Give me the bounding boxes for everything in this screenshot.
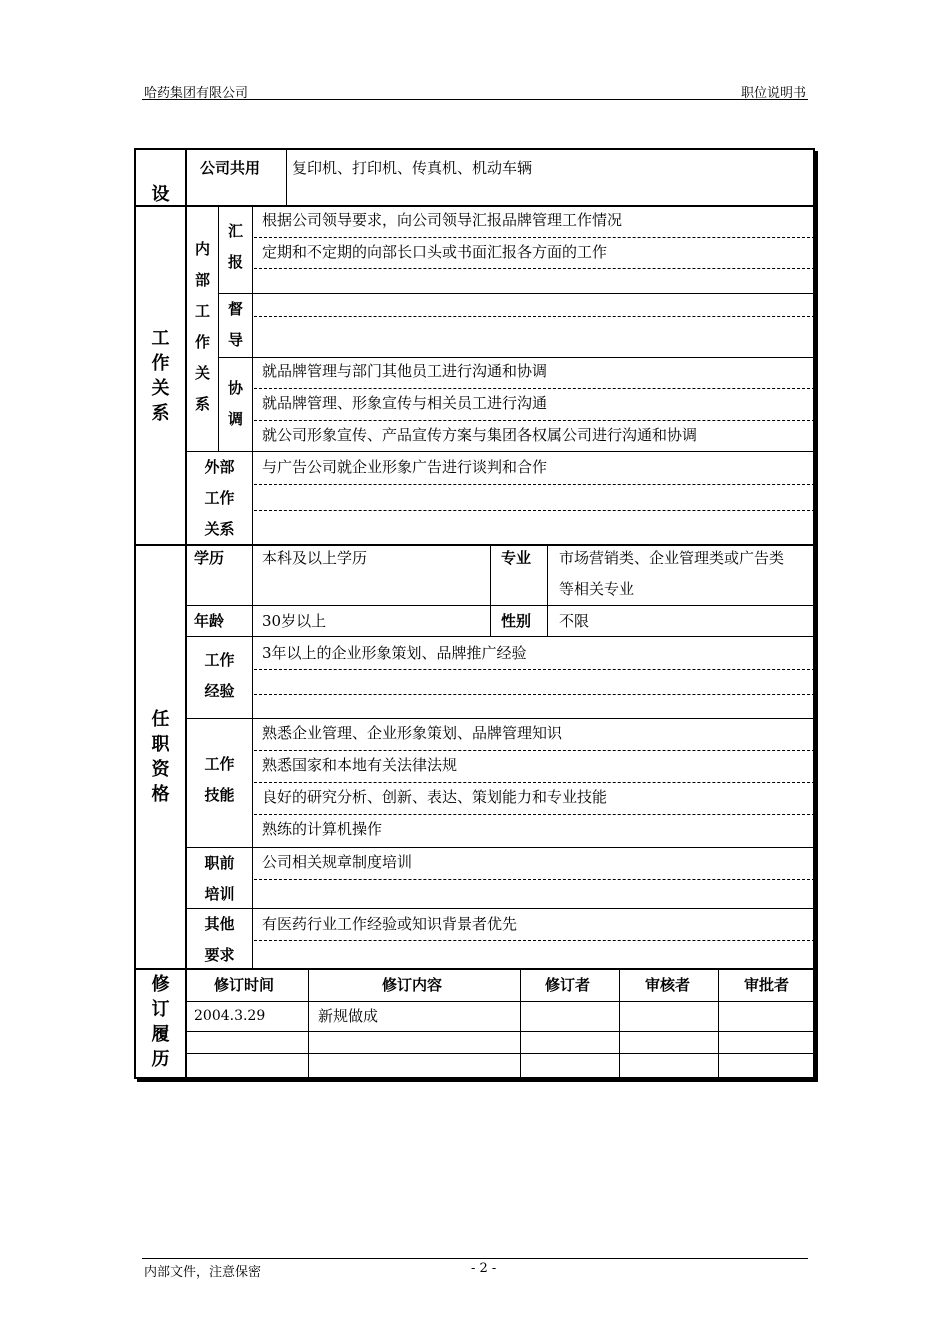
other-item-1: 有医药行业工作经验或知识背景者优先 [262,915,518,933]
revision-row-1-time: 2004.3.29 [194,1008,266,1024]
coordinate-item-1: 就品牌管理与部门其他员工进行沟通和协调 [262,362,548,380]
gender-label: 性别 [501,612,532,630]
equipment-value: 复印机、打印机、传真机、机动车辆 [292,159,533,177]
confidentiality-notice: 内部文件，注意保密 [144,1265,262,1280]
skills-item-1: 熟悉企业管理、企业形象策划、品牌管理知识 [262,724,563,742]
document-type: 职位说明书 [740,86,806,101]
revision-header-reviser: 修订者 [545,976,591,994]
revision-header-approver: 审批者 [744,976,790,994]
report-item-1: 根据公司领导要求，向公司领导汇报品牌管理工作情况 [262,211,623,229]
equipment-label: 公司共用 [200,159,261,177]
skills-item-2: 熟悉国家和本地有关法律法规 [262,756,458,774]
company-name: 哈药集团有限公司 [144,86,249,101]
education-label: 学历 [194,549,225,567]
report-item-2: 定期和不定期的向部长口头或书面汇报各方面的工作 [262,243,608,261]
footer-rule [142,1258,808,1259]
revision-row-1-content: 新规做成 [318,1007,379,1025]
revision-header-content: 修订内容 [382,976,443,994]
age-value: 30岁以上 [262,612,327,630]
revision-header-reviewer: 审核者 [645,976,691,994]
gender-value: 不限 [559,612,590,630]
qualifications-label: 任 职 资 格 [151,709,170,805]
revision-header-time: 修订时间 [214,976,275,994]
other-requirements-label: 其他 要求 [204,915,235,964]
coordinate-item-2: 就品牌管理、形象宣传与相关员工进行沟通 [262,394,548,412]
skills-label: 工作 技能 [204,755,235,804]
experience-item-1: 3年以上的企业形象策划、品牌推广经验 [262,644,527,662]
major-value-line-1: 市场营销类、企业管理类或广告类 [559,549,785,567]
header-rule [142,99,808,100]
work-relations-label: 工 作 关 系 [151,328,170,424]
job-description-table [134,148,815,1079]
skills-item-4: 熟练的计算机操作 [262,820,383,838]
training-item-1: 公司相关规章制度培训 [262,853,413,871]
report-label: 汇 报 [227,222,243,271]
external-relations-label: 外部 工作 关系 [204,458,235,538]
training-label: 职前 培训 [204,854,235,903]
internal-relations-label: 内 部 工 作 关 系 [194,240,210,413]
external-item-1: 与广告公司就企业形象广告进行谈判和合作 [262,458,548,476]
major-label: 专业 [501,549,532,567]
education-value: 本科及以上学历 [262,549,368,567]
experience-label: 工作 经验 [204,651,235,700]
revision-history-label: 修 订 履 历 [151,974,170,1070]
skills-item-3: 良好的研究分析、创新、表达、策划能力和专业技能 [262,788,608,806]
age-label: 年龄 [194,612,225,630]
supervise-label: 督 导 [227,300,243,349]
page-number: - 2 - [471,1261,497,1276]
major-value-line-2: 等相关专业 [559,580,635,598]
coordinate-item-3: 就公司形象宣传、产品宣传方案与集团各权属公司进行沟通和协调 [262,426,698,444]
coordinate-label: 协 调 [227,379,243,428]
equipment-section-tail: 设 [151,184,170,205]
